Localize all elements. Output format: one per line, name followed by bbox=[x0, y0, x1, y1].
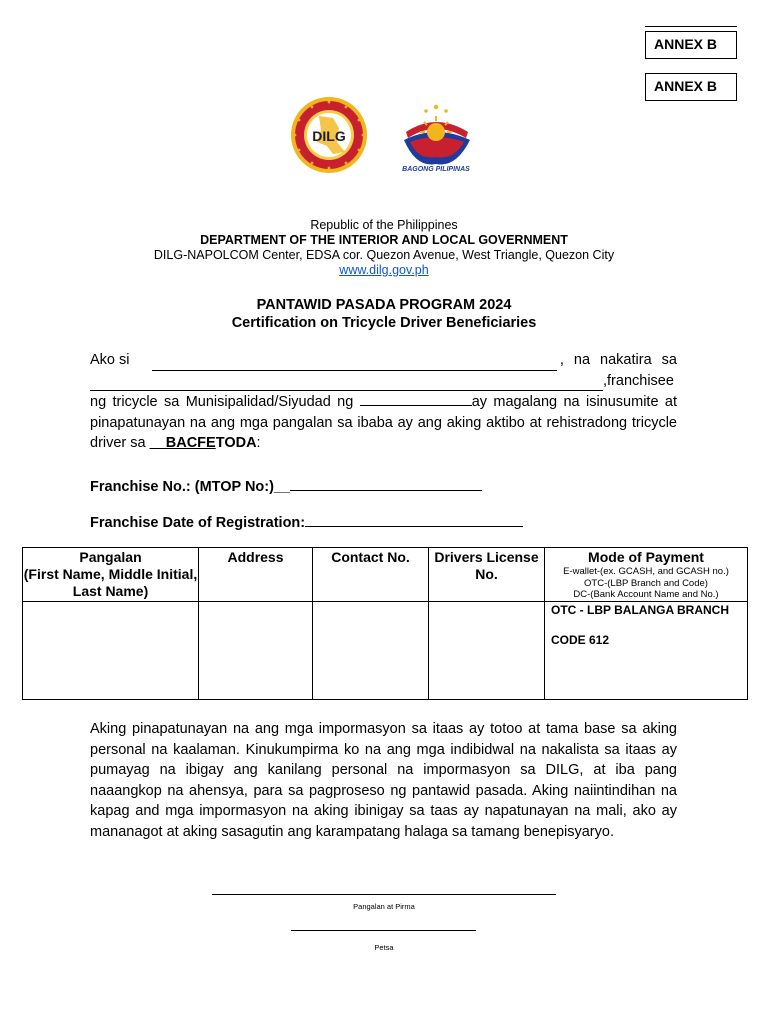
table-row bbox=[23, 602, 748, 700]
address-blank[interactable] bbox=[90, 376, 603, 391]
bagong-pilipinas-logo bbox=[396, 102, 478, 174]
cell-address[interactable] bbox=[199, 602, 313, 700]
header-republic: Republic of the Philippines bbox=[310, 218, 458, 232]
table-header-row bbox=[23, 548, 748, 602]
payment-code: CODE 612 bbox=[551, 633, 610, 647]
municipality-blank[interactable] bbox=[360, 391, 472, 406]
header-department: DEPARTMENT OF THE INTERIOR AND LOCAL GOVERNMENT bbox=[200, 233, 568, 247]
header-drivers-license: Drivers License No. bbox=[429, 548, 545, 602]
header-pangalan: Pangalan (First Name, Middle Initial, Last Name) bbox=[23, 548, 199, 602]
municipality-text: ng tricycle sa Munisipalidad/Siyudad ng bbox=[90, 394, 354, 411]
annex-label-duplicate: ANNEX B bbox=[645, 73, 737, 101]
dilg-seal-text: DILG bbox=[312, 128, 346, 144]
payment-branch: OTC - LBP BALANGA BRANCH bbox=[551, 603, 729, 617]
header-contact: Contact No. bbox=[313, 548, 429, 602]
colon-text: : bbox=[256, 435, 261, 452]
header-pangalan-sub: (First Name, Middle Initial, Last Name) bbox=[23, 566, 198, 599]
annex-label: ANNEX B bbox=[645, 31, 737, 59]
magalang-text: ay magalang na isinusumite at pinapatunayan na ang mga pangalan sa ibaba ay ang aking aktibo at rehistradong tricycle driver sa bbox=[90, 394, 677, 452]
signature-line[interactable] bbox=[212, 894, 556, 895]
name-blank[interactable] bbox=[152, 356, 557, 371]
date-label: Petsa bbox=[374, 943, 394, 952]
toda-suffix: TODA bbox=[215, 435, 257, 452]
header-address: DILG-NAPOLCOM Center, EDSA cor. Quezon Avenue, West Triangle, Quezon City bbox=[153, 248, 615, 262]
franchisee-text: ,franchisee bbox=[603, 372, 674, 389]
beneficiaries-table bbox=[22, 547, 748, 700]
signature-label: Pangalan at Pirma bbox=[353, 902, 415, 911]
annex-top-line bbox=[645, 26, 737, 27]
cell-contact[interactable] bbox=[313, 602, 429, 700]
mode-note-dc: DC-(Bank Account Name and No.) bbox=[573, 589, 719, 600]
attestation-paragraph: Aking pinapatunayan na ang mga impormasyon sa itaas ay totoo at tama base sa aking personal na kaalaman. Kinukumpirma ko na ang mga indibidwal na nakalista sa itaas ay pumayag na ibigay ang kanilang personal na impormasyon sa DILG, at iba pang naaangkop na ahensya, para sa pagproseso ng pantawid pasada. Aking naiintindihan na kapag and mga impormasyon na aking ibinigay sa taas ay napatunayan na mali, ako ay mananagot at aking sasagutin ang karampatang halaga sa tamang benepisyaryo. bbox=[90, 721, 677, 840]
cell-pangalan[interactable] bbox=[23, 602, 199, 700]
dilg-seal-logo bbox=[289, 94, 369, 176]
franchise-no-blank[interactable] bbox=[290, 476, 482, 491]
certification-title: Certification on Tricycle Driver Beneficiaries bbox=[231, 315, 537, 331]
cell-drivers-license[interactable] bbox=[429, 602, 545, 700]
nakatira-text: , na nakatira sa bbox=[559, 352, 677, 368]
franchise-date-blank[interactable] bbox=[305, 512, 523, 527]
header-address: Address bbox=[199, 548, 313, 602]
cell-mode-of-payment[interactable] bbox=[545, 602, 748, 700]
letterhead bbox=[0, 218, 768, 278]
header-mode-of-payment: Mode of Payment E-wallet-(ex. GCASH, and GCASH no.) OTC-(LBP Branch and Code) DC-(Bank Account Name and No.) bbox=[545, 548, 748, 602]
ako-si-text: Ako si bbox=[90, 352, 130, 368]
certification-paragraph bbox=[90, 350, 677, 454]
program-title: PANTAWID PASADA PROGRAM 2024 bbox=[256, 297, 512, 313]
date-line[interactable] bbox=[291, 930, 476, 931]
bagong-pilipinas-text: BAGONG PILIPINAS bbox=[402, 166, 470, 173]
mode-note-otc: OTC-(LBP Branch and Code) bbox=[584, 577, 708, 589]
franchise-date-field bbox=[90, 512, 523, 531]
header-website-link[interactable]: www.dilg.gov.ph bbox=[339, 263, 429, 277]
toda-prefix: __BACFE bbox=[149, 435, 216, 452]
document-title bbox=[0, 296, 768, 332]
franchise-no-label: Franchise No.: (MTOP No:)__ bbox=[90, 479, 291, 495]
mode-note-ewallet: E-wallet-(ex. GCASH, and GCASH no.) bbox=[563, 566, 729, 577]
franchise-no-field bbox=[90, 476, 482, 495]
franchise-date-label: Franchise Date of Registration: bbox=[90, 515, 306, 531]
